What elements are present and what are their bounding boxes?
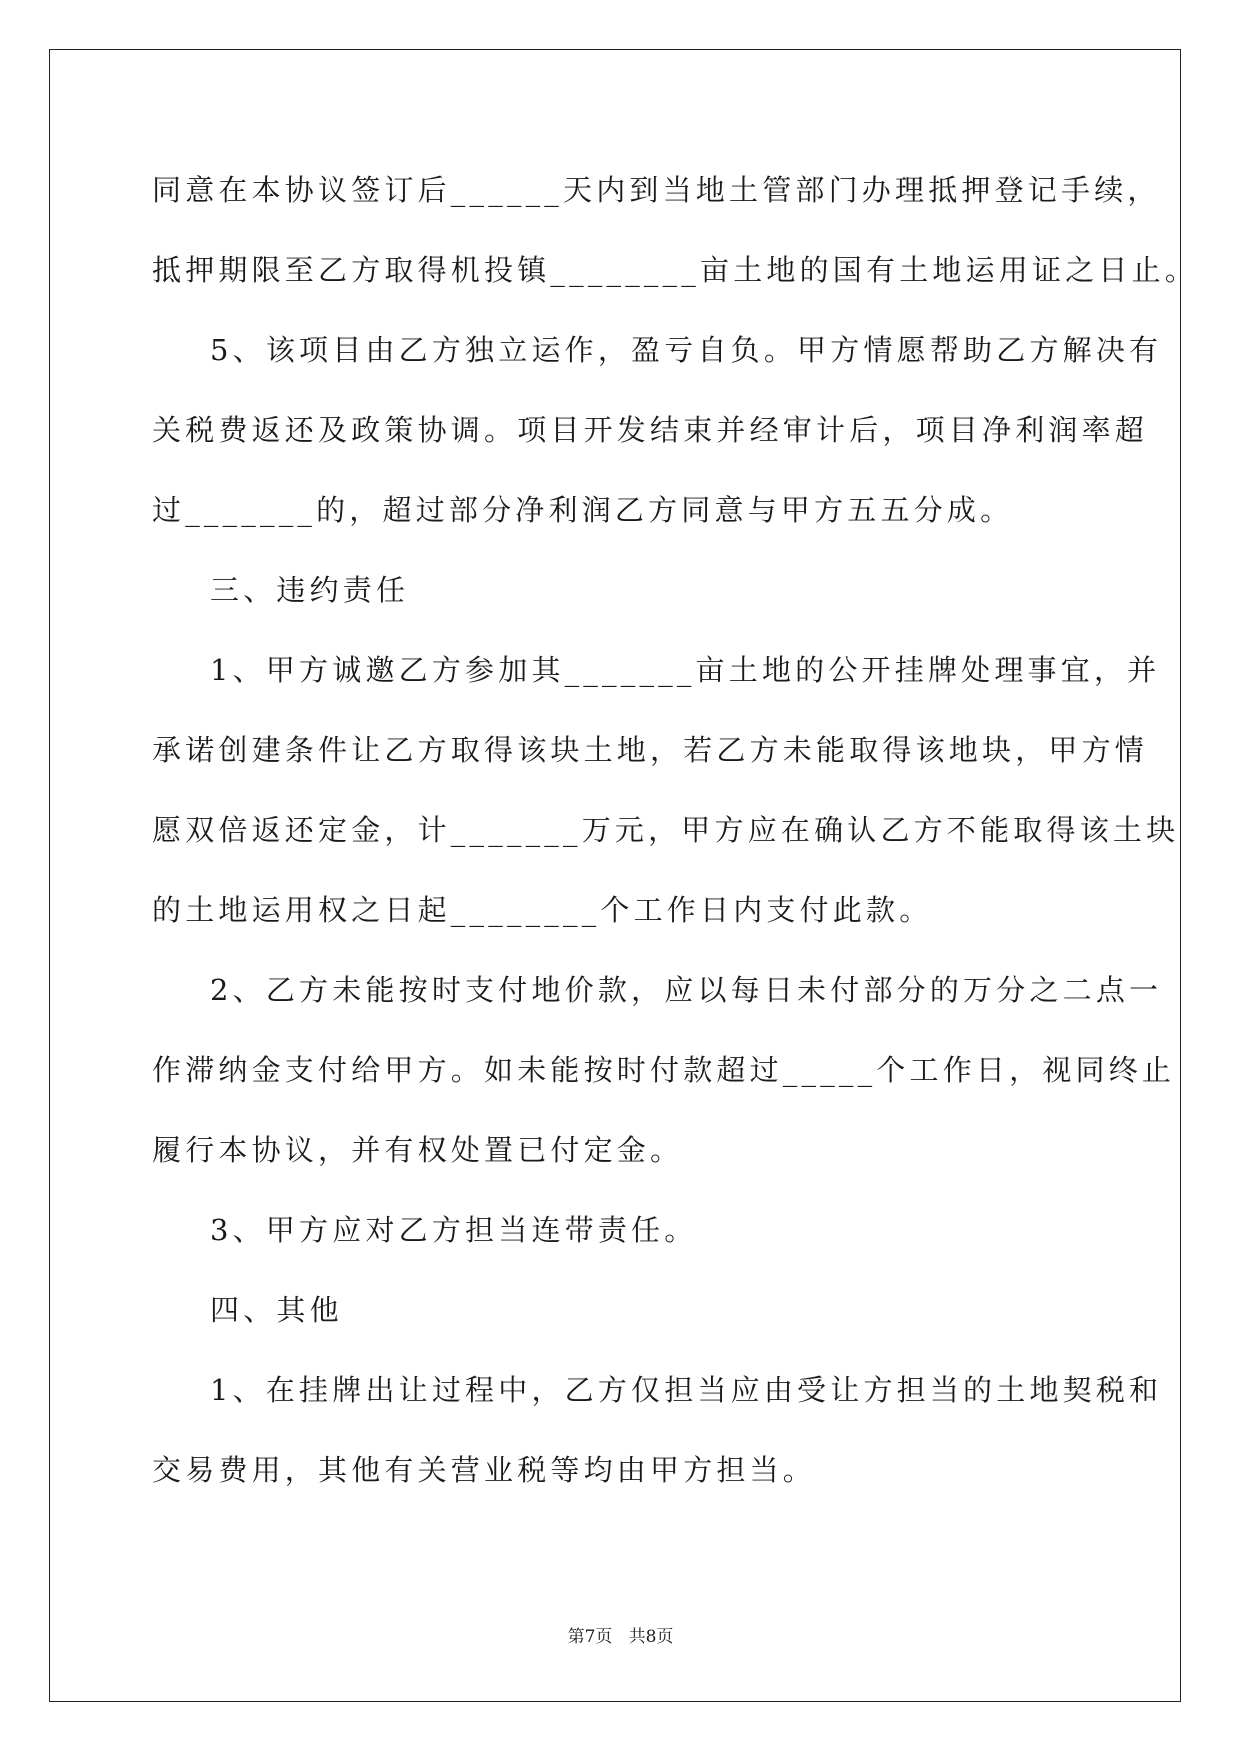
paragraph-line: 抵押期限至乙方取得机投镇________亩土地的国有土地运用证之日止。 — [152, 253, 1199, 287]
paragraph-line: 作滞纳金支付给甲方。如未能按时付款超过_____个工作日，视同终止 — [152, 1053, 1176, 1087]
paragraph-line: 同意在本协议签订后______天内到当地土管部门办理抵押登记手续， — [152, 173, 1161, 207]
paragraph-line: 1、甲方诚邀乙方参加其_______亩土地的公开挂牌处理事宜，并 — [210, 653, 1161, 687]
document-body — [152, 163, 1199, 1523]
paragraph-line: 1、在挂牌出让过程中，乙方仅担当应由受让方担当的土地契税和 — [210, 1373, 1163, 1407]
paragraph-line: 的土地运用权之日起________个工作日内支付此款。 — [152, 893, 933, 927]
paragraph-line: 5、该项目由乙方独立运作，盈亏自负。甲方情愿帮助乙方解决有 — [210, 333, 1163, 367]
paragraph-line: 2、乙方未能按时支付地价款，应以每日未付部分的万分之二点一 — [210, 973, 1163, 1007]
paragraph-line: 交易费用，其他有关营业税等均由甲方担当。 — [152, 1453, 817, 1487]
paragraph-line: 3、甲方应对乙方担当连带责任。 — [210, 1213, 698, 1247]
paragraph-line: 愿双倍返还定金，计_______万元，甲方应在确认乙方不能取得该土块 — [152, 813, 1180, 847]
section-heading: 四、其他 — [210, 1293, 343, 1327]
section-heading: 三、违约责任 — [210, 573, 410, 607]
paragraph-line: 关税费返还及政策协调。项目开发结束并经审计后，项目净利润率超 — [152, 413, 1149, 447]
paragraph-line: 承诺创建条件让乙方取得该块土地，若乙方未能取得该地块，甲方情 — [152, 733, 1149, 767]
paragraph-line: 过_______的，超过部分净利润乙方同意与甲方五五分成。 — [152, 493, 1014, 527]
paragraph-line: 履行本协议，并有权处置已付定金。 — [152, 1133, 684, 1167]
page-number-footer: 第7页 共8页 — [567, 1627, 674, 1647]
